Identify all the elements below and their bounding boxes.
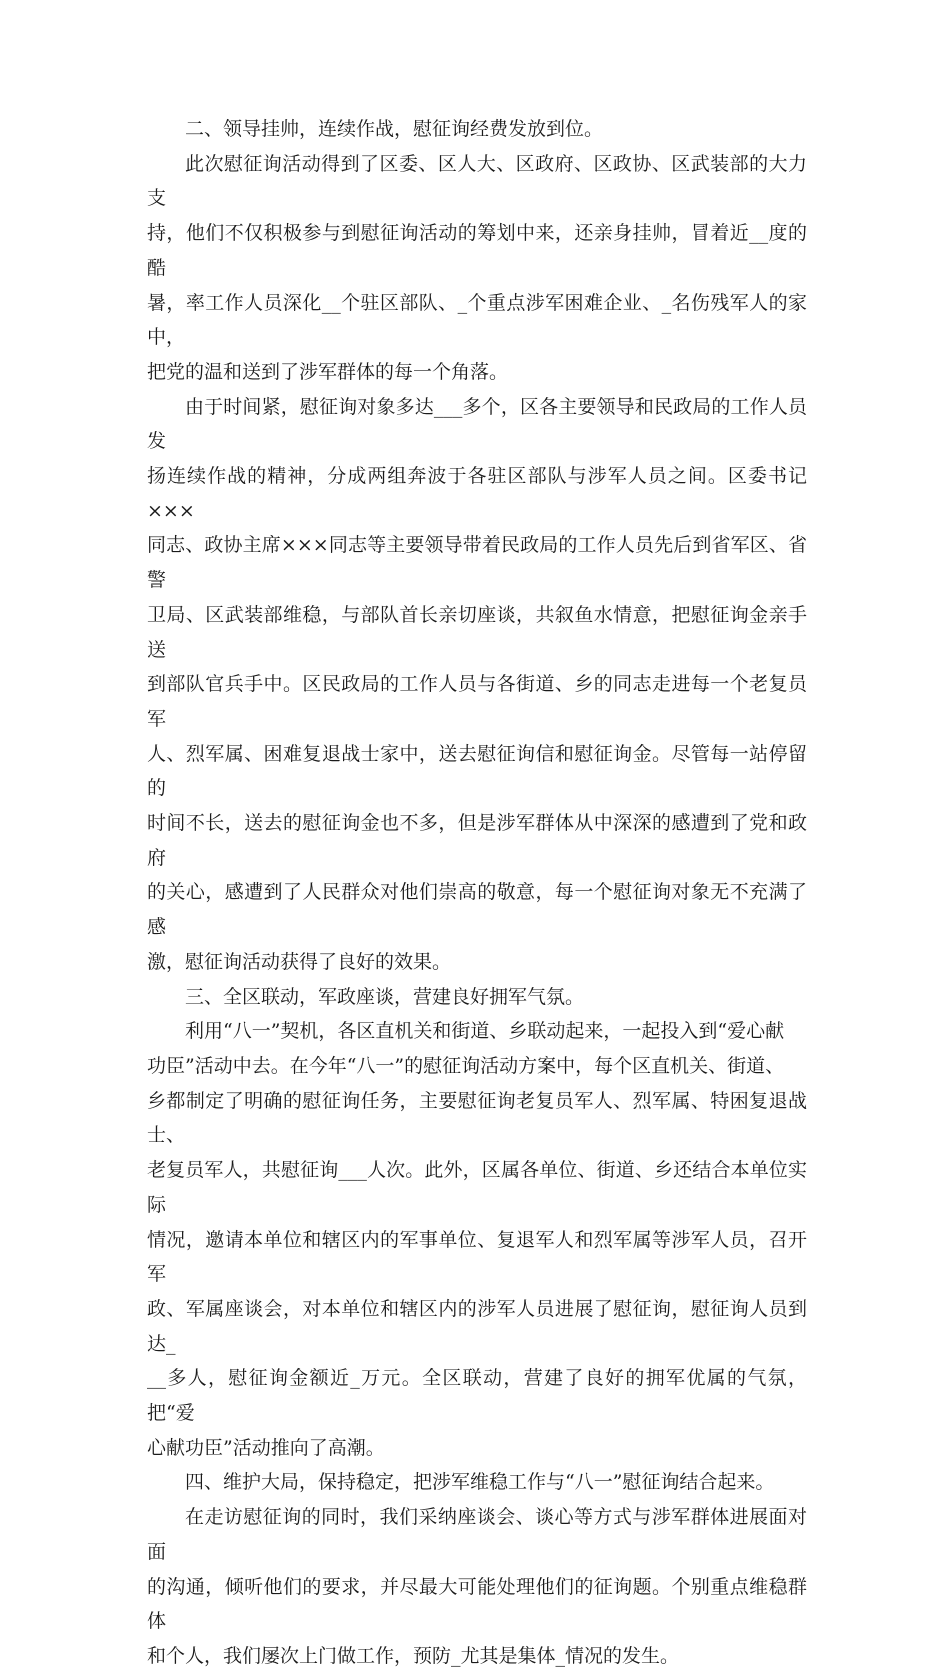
section-heading-4: 四、维护大局，保持稳定，把涉军维稳工作与“八一”慰征询结合起来。: [185, 1471, 775, 1494]
paragraph: 此次慰征询活动得到了区委、区人大、区政府、区政协、区武装部的大力支 持，他们不仅积极参与到慰征询活动的筹划中来，还亲身挂帅，冒着近__度的酷 暑，率工作人员深化__个驻区部队、_个重点涉军困难企业、_名伤残军人的家中， 把党的温和送到了涉军群体的每一个角落。: [147, 152, 807, 383]
document-body: [147, 112, 807, 1674]
paragraph: 利用“八一”契机，各区直机关和街道、乡联动起来，一起投入到“爱心献 功臣”活动中去。在今年“八一”的慰征询活动方案中，每个区直机关、街道、 乡都制定了明确的慰征询任务，主要慰征询老复员军人、烈军属、特困复退战士、 老复员军人，共慰征询___人次。此外，区属各单位、街道、乡还结合本单位实际 情况，邀请本单位和辖区内的军事单位、复退军人和烈军属等涉军人员，召开军 政、军属座谈会，对本单位和辖区内的涉军人员进展了慰征询，慰征询人员到达_ __多人，慰征询金额近_万元。全区联动，营建了良好的拥军优属的气氛，把“爱 心献功臣”活动推向了高潮。: [147, 1020, 807, 1459]
section-heading-3: 三、全区联动，军政座谈，营建良好拥军气氛。: [185, 985, 585, 1008]
section-heading-2: 二、领导挂帅，连续作战，慰征询经费发放到位。: [185, 118, 604, 140]
paragraph: 在走访慰征询的同时，我们采纳座谈会、谈心等方式与涉军群体进展面对面 的沟通，倾听他们的要求，并尽最大可能处理他们的征询题。个别重点维稳群体 和个人，我们屡次上门做工作，预防_尤其是集体_情况的发生。: [147, 1506, 807, 1667]
paragraph: 由于时间紧，慰征询对象多达___多个，区各主要领导和民政局的工作人员发 扬连续作战的精神，分成两组奔波于各驻区部队与涉军人员之间。区委书记××× 同志、政协主席×××同志等主要领导带着民政局的工作人员先后到省军区、省警 卫局、区武装部维稳，与部队首长亲切座谈，共叙鱼水情意，把慰征询金亲手送 到部队官兵手中。区民政局的工作人员与各街道、乡的同志走进每一个老复员军 人、烈军属、困难复退战士家中，送去慰征询信和慰征询金。尽管每一站停留的 时间不长，送去的慰征询金也不多，但是涉军群体从中深深的感遭到了党和政府 的关心，感遭到了人民群众对他们崇高的敬意，每一个慰征询对象无不充满了感 激，慰征询活动获得了良好的效果。: [147, 395, 807, 973]
